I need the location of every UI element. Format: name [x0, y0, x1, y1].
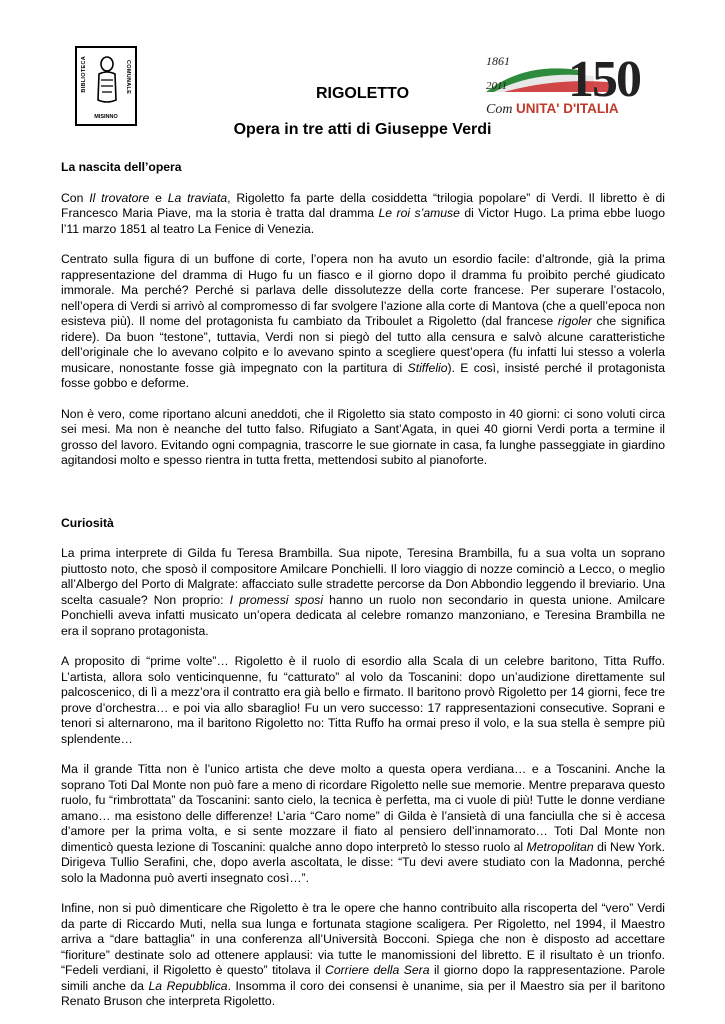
article-body [61, 160, 665, 1010]
unita-italia-150-logo [484, 52, 670, 116]
paragraph-curiosita-1: La prima interprete di Gilda fu Teresa Brambilla. Sua nipote, Teresina Brambilla, fu a sua volta un soprano piuttosto noto, che sposò il compositore Amilcare Ponchielli. Il loro viaggio di nozze cominciò a Lecco, o meglio all’Albergo del Porto di Malgrate: affacciato sulle stradette percorse da Don Abbondio leggendo il breviario. Una scelta casuale? Non proprio: I promessi sposi hanno un ruolo non secondario in questa unione. Amilcare Ponchielli aveva infatti musicato un’opera dedicata al celebre romanzo manzoniano, e Teresina Brambilla ne era il soprano protagonista. [61, 546, 665, 638]
paragraph-nascita-2: Centrato sulla figura di un buffone di corte, l’opera non ha avuto un esordio facile: d’altronde, già la prima rappresentazione del dramma di Hugo fu un fiasco e il giorno dopo il dramma fu proibito perché giudicato immorale. Ma perché? Perché si parlava delle dissolutezze della corte francese. Per superare l’ostacolo, nell’opera di Verdi si arrivò al compromesso di far svolgere l’azione alla corte di Mantova (che a quell’epoca non esisteva più). Il nome del protagonista fu cambiato da Triboulet a Rigoletto (dal francese rigoler che significa ridere). Da buon “testone”, tuttavia, Verdi non si piegò del tutto alla censura e salvò alcune caratteristiche dell’originale che lo avevano colpito e lo avevano spinto a scegliere quest’opera (fu infatti lui stesso a volerla musicare, nonostante fosse già impegnato con la partitura di Stiffelio). E così, insisté perché il protagonista fosse gobbo e deforme. [61, 252, 666, 390]
paragraph-curiosita-2: A proposito di “prime volte”… Rigoletto è il ruolo di esordio alla Scala di un celebre baritono, Titta Ruffo. L’artista, allora solo venticinquenne, fu “catturato” al volo da Toscanini: dopo un’audizione direttamente sul palcoscenico, di lì a mezz’ora il contratto era già bello e firmato. Il baritono provò Rigoletto per 14 giorni, fece tre prove d’orchestra… e poi via allo sbaraglio! Fu un vero successo: 17 rappresentazioni consecutive. Soprani e tenori si alternarono, ma il baritono Rigoletto no: Titta Ruffo ha ormai preso il volo, e la sua stella è sempre più splendente… [61, 654, 665, 746]
year-2011: 2011 [486, 80, 508, 92]
logo-text-comunale: COMUNALE [125, 60, 131, 95]
paragraph-curiosita-3: Ma il grande Titta non è l’unico artista che deve molto a questa opera verdiana… e a Toscanini. Anche la soprano Toti Dal Monte non può fare a meno di ricordare Rigoletto nelle sue memorie. Mentre preparava questo ruolo, fu “rimbrottata” da Toscanini: santo cielo, la tecnica è perfetta, ma ci vuole di più! Tutte le donne verdiane amano… ma esistono delle differenze! L’aria “Caro nome” di Gilda è l’ansietà di una fanciulla che si è accesa d’amore per la prima volta, e si sente mozzare il fiato al pensiero dell’innamorato… Toti Dal Monte non dimenticò questa lezione di Toscanini: qualche anno dopo interpretò lo stesso ruolo al Metropolitan di New York. Dirigeva Tullio Serafini, che, dopo averla ascoltata, le disse: “Tu devi avere studiato con la Madonna, perché solo la Madonna può averti insegnato così…”. [61, 762, 665, 885]
logo-com: Com [486, 102, 513, 116]
paragraph-nascita-1: Con Il trovatore e La traviata, Rigoletto fa parte della cosiddetta “trilogia popolare” di Verdi. Il libretto è di Francesco Maria Piave, ma la storia è tratta dal dramma Le roi s’amuse di Victor Hugo. La prima ebbe luogo l’11 marzo 1851 al teatro La Fenice di Venezia. [61, 190, 665, 236]
page-subtitle: Opera in tre atti di Giuseppe Verdi [233, 121, 492, 138]
paragraph-nascita-3: Non è vero, come riportano alcuni aneddoti, che il Rigoletto sia stato composto in 40 giorni: ci sono voluti circa sei mesi. Ma non è neanche del tutto falso. Rifugiato a Sant’Agata, in quei 40 giorni Verdi porta a termine il grosso del lavoro. Evitando ogni compagnia, trascorre le sue giornate in casa, fa lunghe passeggiate in giardino agitandosi molto e spesso rientra in tutta fretta, mettendosi subito al pianoforte. [61, 406, 665, 467]
logo-text-misinno: MISINNO [94, 114, 118, 120]
section-heading-curiosita: Curiosità [61, 515, 114, 530]
number-150: 150 [568, 52, 640, 108]
paragraph-curiosita-4: Infine, non si può dimenticare che Rigoletto è tra le opere che hanno contribuito alla riscoperta del “vero” Verdi da parte di Riccardo Muti, nella sua lunga e fortunata stagione scaligera. Per Rigoletto, nel 1994, il Maestro arriva a “dare battaglia” in una conferenza all’Università Bocconi. Spiega che non è disposto ad accettare “fioriture” destinate solo ad ottenere applausi: via tutte le manomissioni del libretto. E il risultato è un trionfo. “Fedeli verdiani, il Rigoletto è questo” titolava il Corriere della Sera il giorno dopo la rappresentazione. Parole simili anche da La Repubblica. Insomma il coro dei consensi è unanime, sia per il Maestro sia per il baritono Renato Bruson che interpreta Rigoletto. [61, 901, 665, 1008]
logo-unita-italia: UNITA' D'ITALIA [516, 101, 619, 116]
section-heading-nascita: La nascita dell’opera [61, 160, 182, 174]
page-title: RIGOLETTO [315, 85, 410, 102]
logo-text-biblioteca: BIBLIOTECA [81, 56, 87, 93]
year-1861: 1861 [486, 54, 510, 68]
